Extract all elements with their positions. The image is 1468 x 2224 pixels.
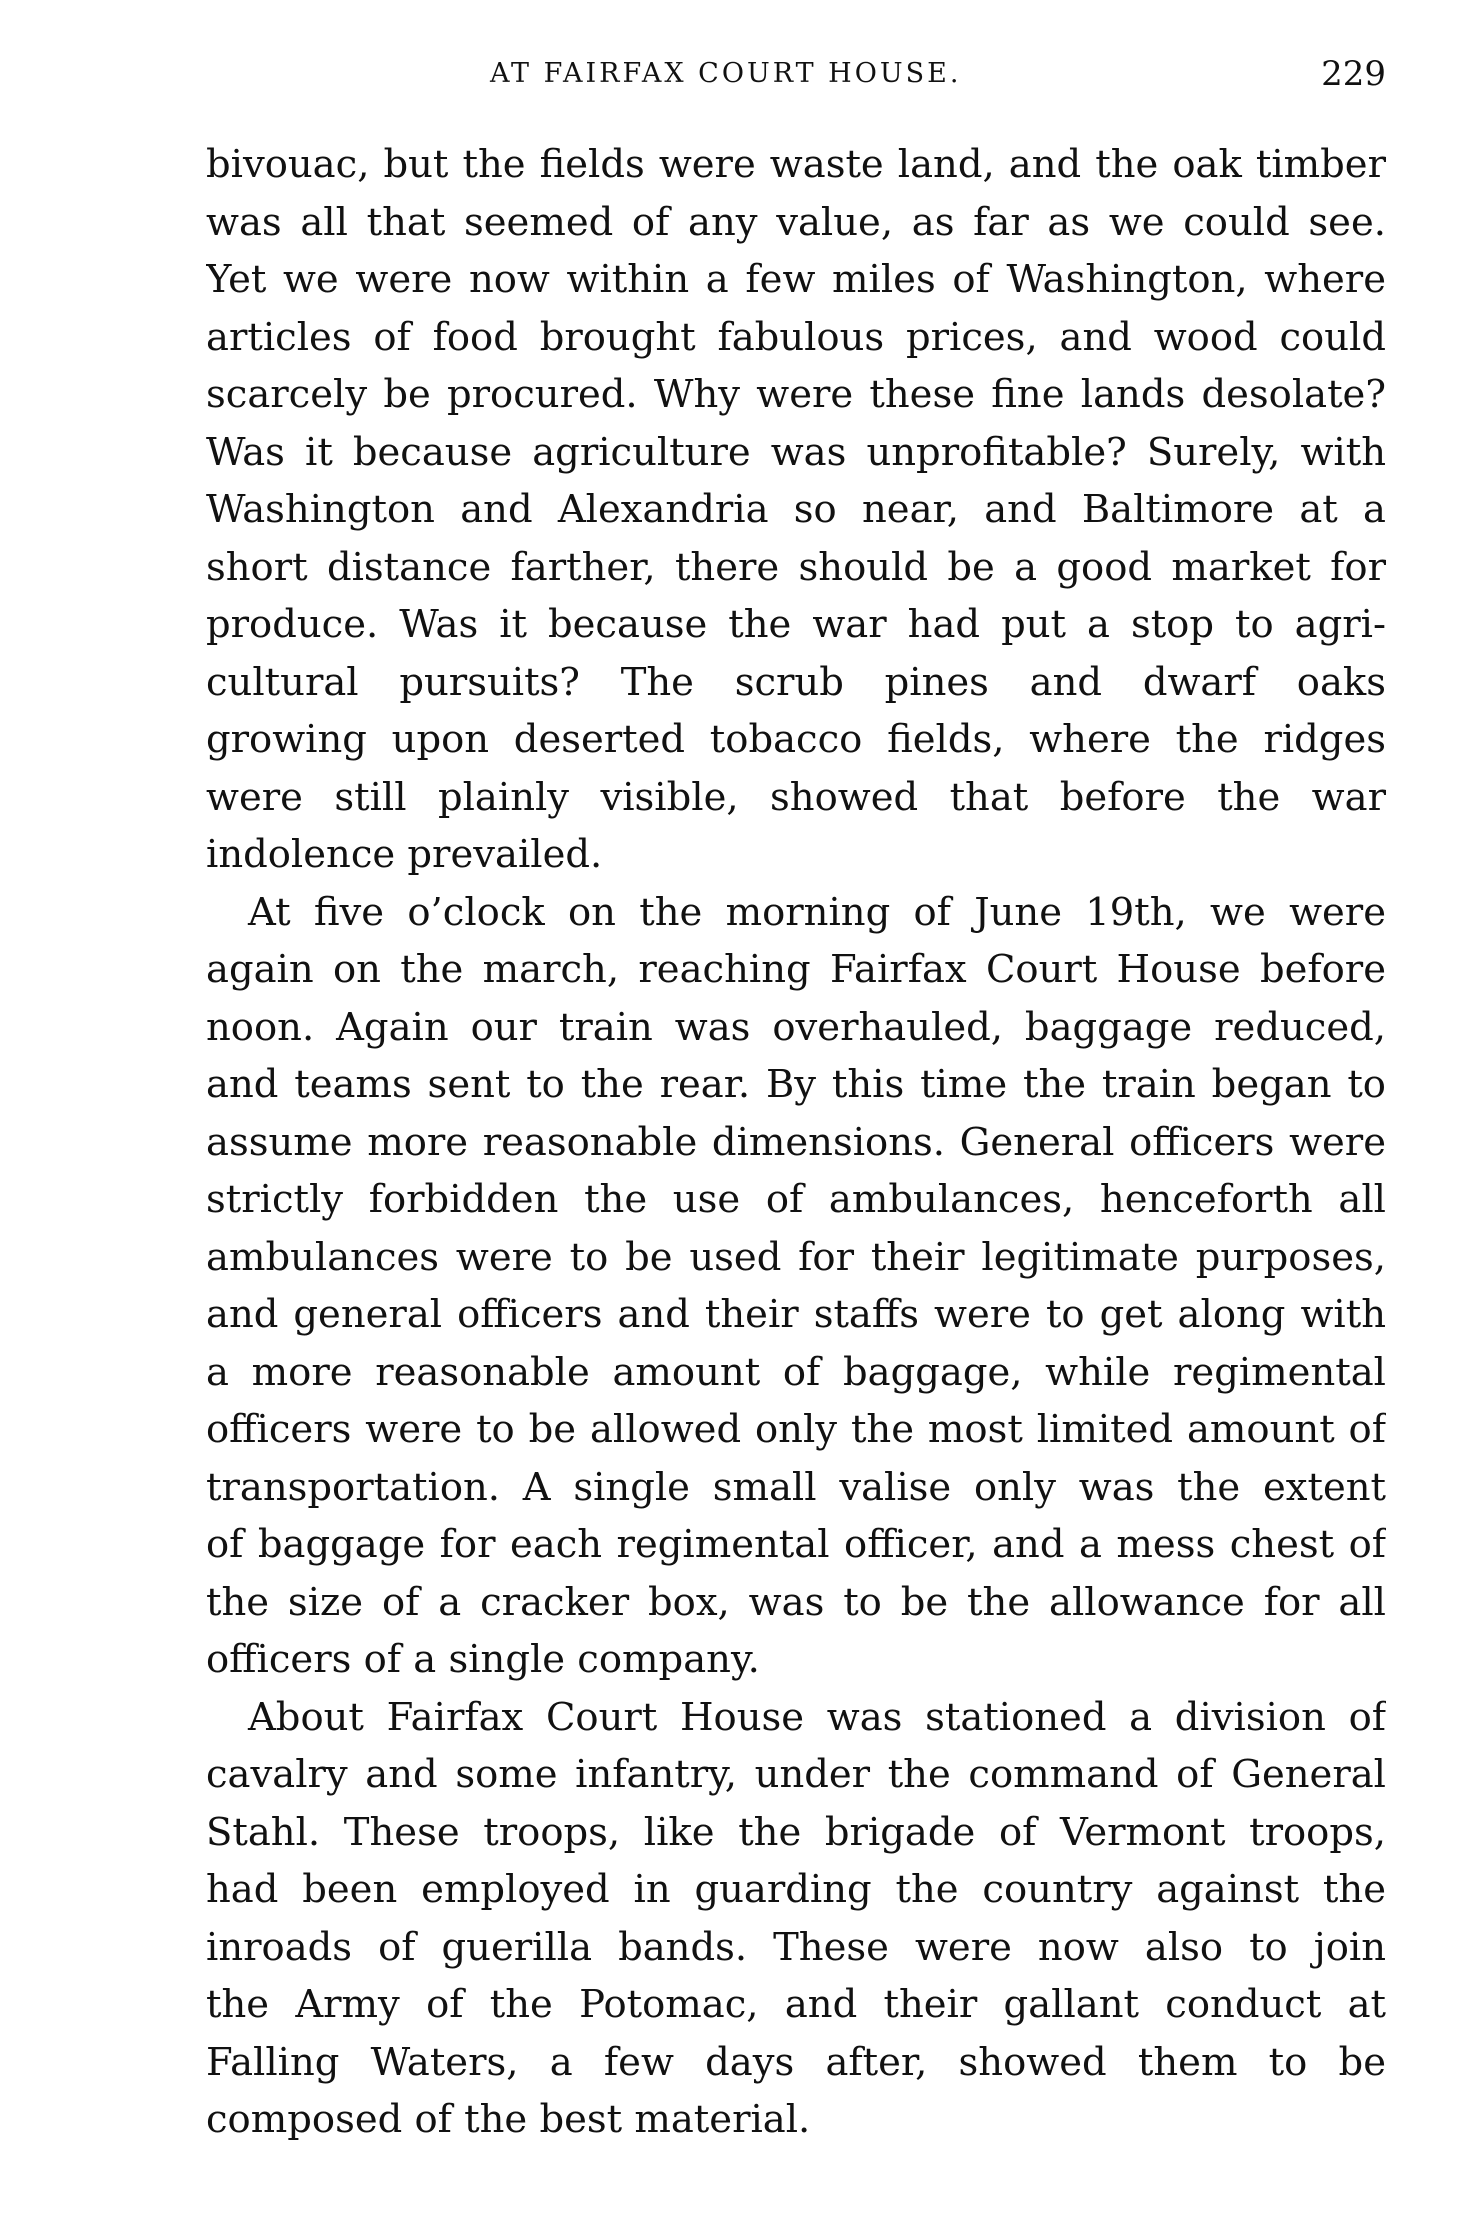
text-line: growing upon deserted tobacco fields, where the ridges	[206, 717, 1386, 762]
text-line: a more reasonable amount of baggage, while regimental	[206, 1349, 1386, 1395]
text-line: ambulances were to be used for their legitimate purposes,	[206, 1234, 1386, 1280]
text-line: officers of a single company.	[206, 1637, 760, 1682]
text-line: About Fairfax Court House was stationed a division of	[248, 1694, 1386, 1740]
text-line: cultural pursuits? The scrub pines and dwarf oaks	[206, 659, 1386, 705]
text-line: again on the march, reaching Fairfax Court House before	[206, 947, 1386, 992]
text-line: Washington and Alexandria so near, and Baltimore at a	[206, 487, 1386, 532]
text-line: cavalry and some infantry, under the command of General	[206, 1752, 1386, 1797]
text-line: Stahl. These troops, like the brigade of Vermont troops,	[206, 1809, 1386, 1855]
text-line: composed of the best material.	[206, 2097, 811, 2142]
text-line: was all that seemed of any value, as far as we could see.	[206, 199, 1386, 245]
text-line: short distance farther, there should be a good market for	[206, 544, 1386, 590]
text-line: assume more reasonable dimensions. General officers were	[206, 1119, 1386, 1165]
text-line: of baggage for each regimental officer, and a mess chest of	[206, 1522, 1386, 1567]
page-number: 229	[1321, 54, 1386, 94]
running-title: AT FAIRFAX COURT HOUSE.	[490, 58, 962, 89]
text-line: had been employed in guarding the country against the	[206, 1867, 1386, 1912]
text-line: scarcely be procured. Why were these fine lands desolate?	[206, 372, 1386, 417]
text-line: produce. Was it because the war had put a stop to agri-	[206, 602, 1386, 647]
text-line: articles of food brought fabulous prices, and wood could	[206, 314, 1386, 360]
body-text	[206, 136, 1386, 2149]
text-line: officers were to be allowed only the most limited amount of	[206, 1407, 1386, 1452]
text-line: Was it because agriculture was unprofitable? Surely, with	[206, 429, 1386, 475]
running-header	[206, 52, 1386, 96]
text-line: transportation. A single small valise only was the extent	[206, 1464, 1386, 1510]
text-line: and general officers and their staffs were to get along with	[206, 1292, 1386, 1337]
text-line: Yet we were now within a few miles of Washington, where	[206, 257, 1386, 302]
text-line: bivouac, but the fields were waste land, and the oak timber	[206, 142, 1386, 187]
text-line: Falling Waters, a few days after, showed them to be	[206, 2039, 1386, 2085]
text-line: were still plainly visible, showed that before the war	[206, 774, 1386, 820]
text-line: strictly forbidden the use of ambulances, henceforth all	[206, 1177, 1386, 1222]
text-line: inroads of guerilla bands. These were now also to join	[206, 1924, 1386, 1970]
text-line: the size of a cracker box, was to be the allowance for all	[206, 1579, 1386, 1625]
text-line: At five o’clock on the morning of June 19th, we were	[248, 889, 1386, 935]
text-line: noon. Again our train was overhauled, baggage reduced,	[206, 1004, 1386, 1050]
text-line: the Army of the Potomac, and their gallant conduct at	[206, 1982, 1386, 2027]
text-line: and teams sent to the rear. By this time the train began to	[206, 1062, 1386, 1107]
text-line: indolence prevailed.	[206, 832, 603, 877]
